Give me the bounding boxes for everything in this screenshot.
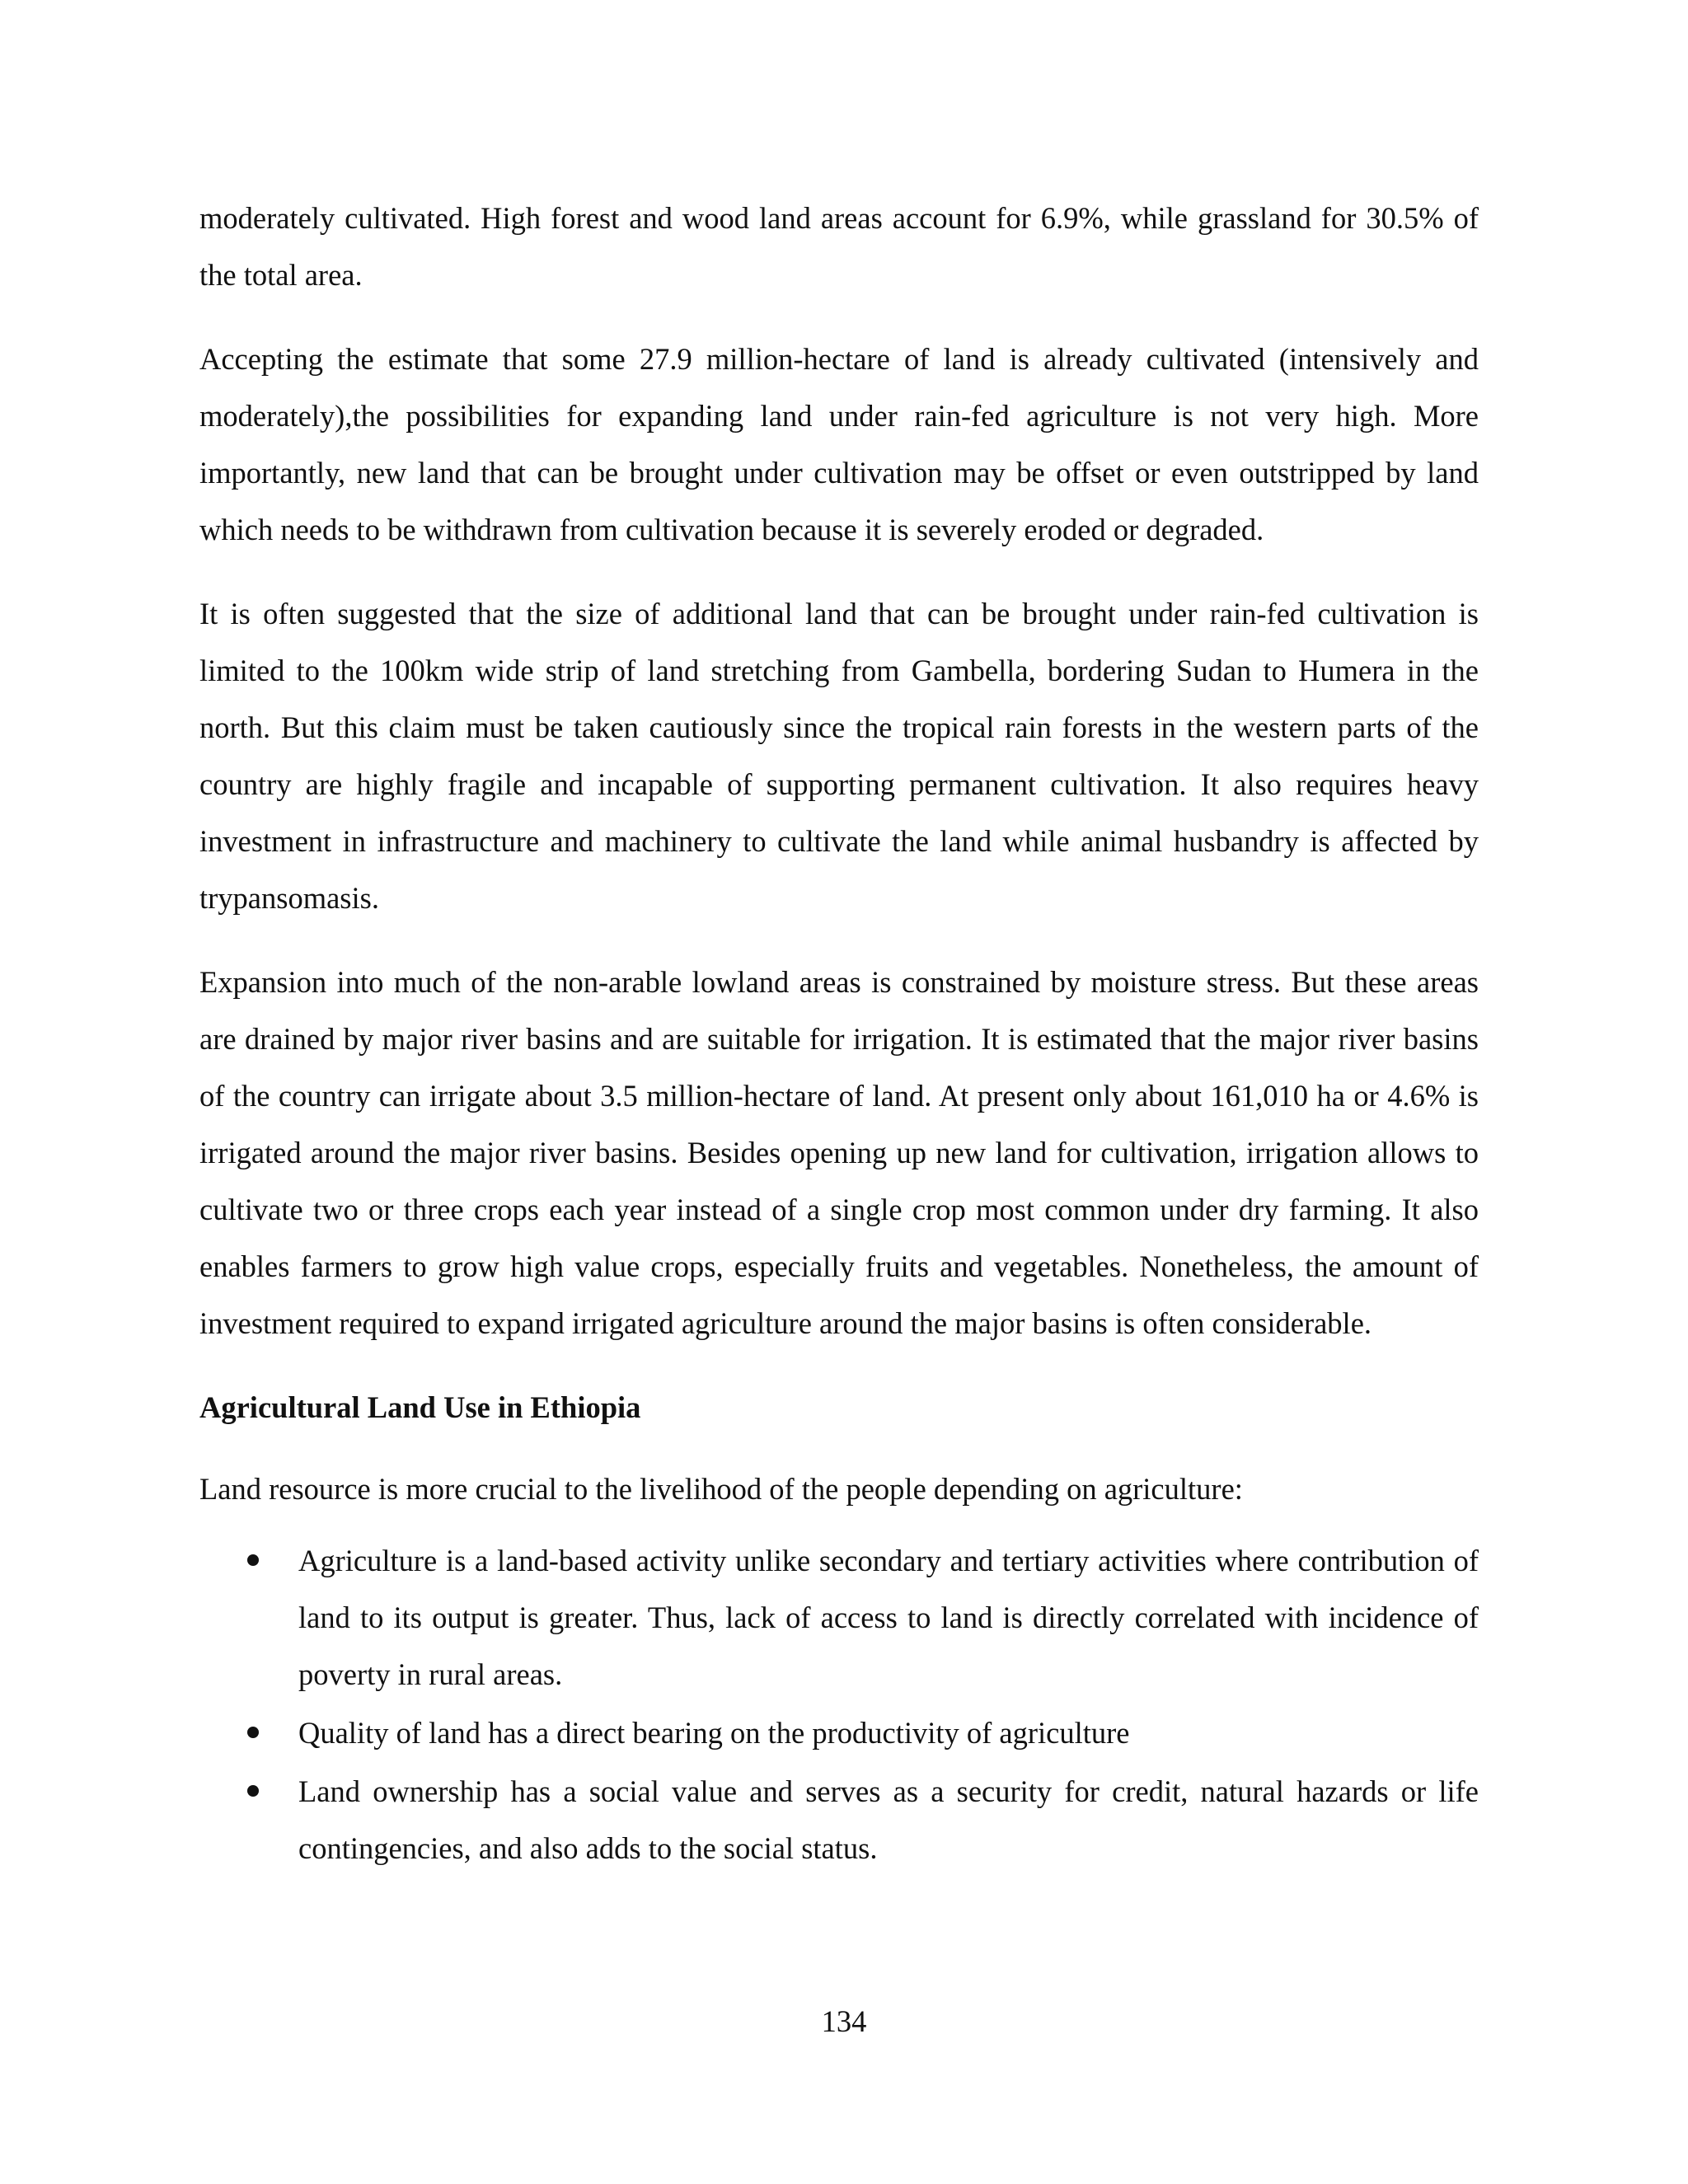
bullet-icon: [247, 1727, 259, 1738]
paragraph-cultivated-estimate: Accepting the estimate that some 27.9 million-hectare of land is already cultivated (intensively and moderately),the possibilities for expanding land under rain-fed agriculture is not very high. More importantly, new land that can be brought under cultivation may be offset or even outstripped by land which needs to be withdrawn from cultivation because it is severely eroded or degraded.: [199, 342, 1479, 546]
list-item: [199, 1704, 1479, 1761]
page-body: [199, 190, 1479, 1878]
page-number: 134: [821, 2004, 867, 2038]
list-item: [199, 1532, 1479, 1703]
bullet-icon: [247, 1785, 259, 1797]
list-item-text: Quality of land has a direct bearing on the productivity of agriculture: [298, 1716, 1130, 1750]
paragraph-land-cover: moderately cultivated. High forest and wood land areas account for 6.9%, while grassland for 30.5% of the total area.: [199, 201, 1479, 292]
list-item: [199, 1763, 1479, 1877]
section-heading: Agricultural Land Use in Ethiopia: [199, 1390, 641, 1424]
section-intro: Land resource is more crucial to the livelihood of the people depending on agriculture:: [199, 1472, 1243, 1506]
bullet-list: [199, 1532, 1479, 1877]
list-item-text: Agriculture is a land-based activity unlike secondary and tertiary activities where contribution of land to its output is greater. Thus, lack of access to land is directly correlated with incidence of poverty in rural areas.: [298, 1544, 1479, 1691]
paragraph-irrigation: Expansion into much of the non-arable lowland areas is constrained by moisture stress. But these areas are drained by major river basins and are suitable for irrigation. It is estimated that the major river basins of the country can irrigate about 3.5 million-hectare of land. At present only about 161,010 ha or 4.6% is irrigated around the major river basins. Besides opening up new land for cultivation, irrigation allows to cultivate two or three crops each year instead of a single crop most common under dry farming. It also enables farmers to grow high value crops, especially fruits and vegetables. Nonetheless, the amount of investment required to expand irrigated agriculture around the major basins is often considerable.: [199, 965, 1479, 1340]
paragraph-rain-fed-expansion: It is often suggested that the size of additional land that can be brought under rain-fed cultivation is limited to the 100km wide strip of land stretching from Gambella, bordering Sudan to Humera in the north. But this claim must be taken cautiously since the tropical rain forests in the western parts of the country are highly fragile and incapable of supporting permanent cultivation. It also requires heavy investment in infrastructure and machinery to cultivate the land while animal husbandry is affected by trypansomasis.: [199, 597, 1479, 915]
bullet-icon: [247, 1554, 259, 1566]
list-item-text: Land ownership has a social value and serves as a security for credit, natural hazards or life contingencies, and also adds to the social status.: [298, 1774, 1479, 1865]
